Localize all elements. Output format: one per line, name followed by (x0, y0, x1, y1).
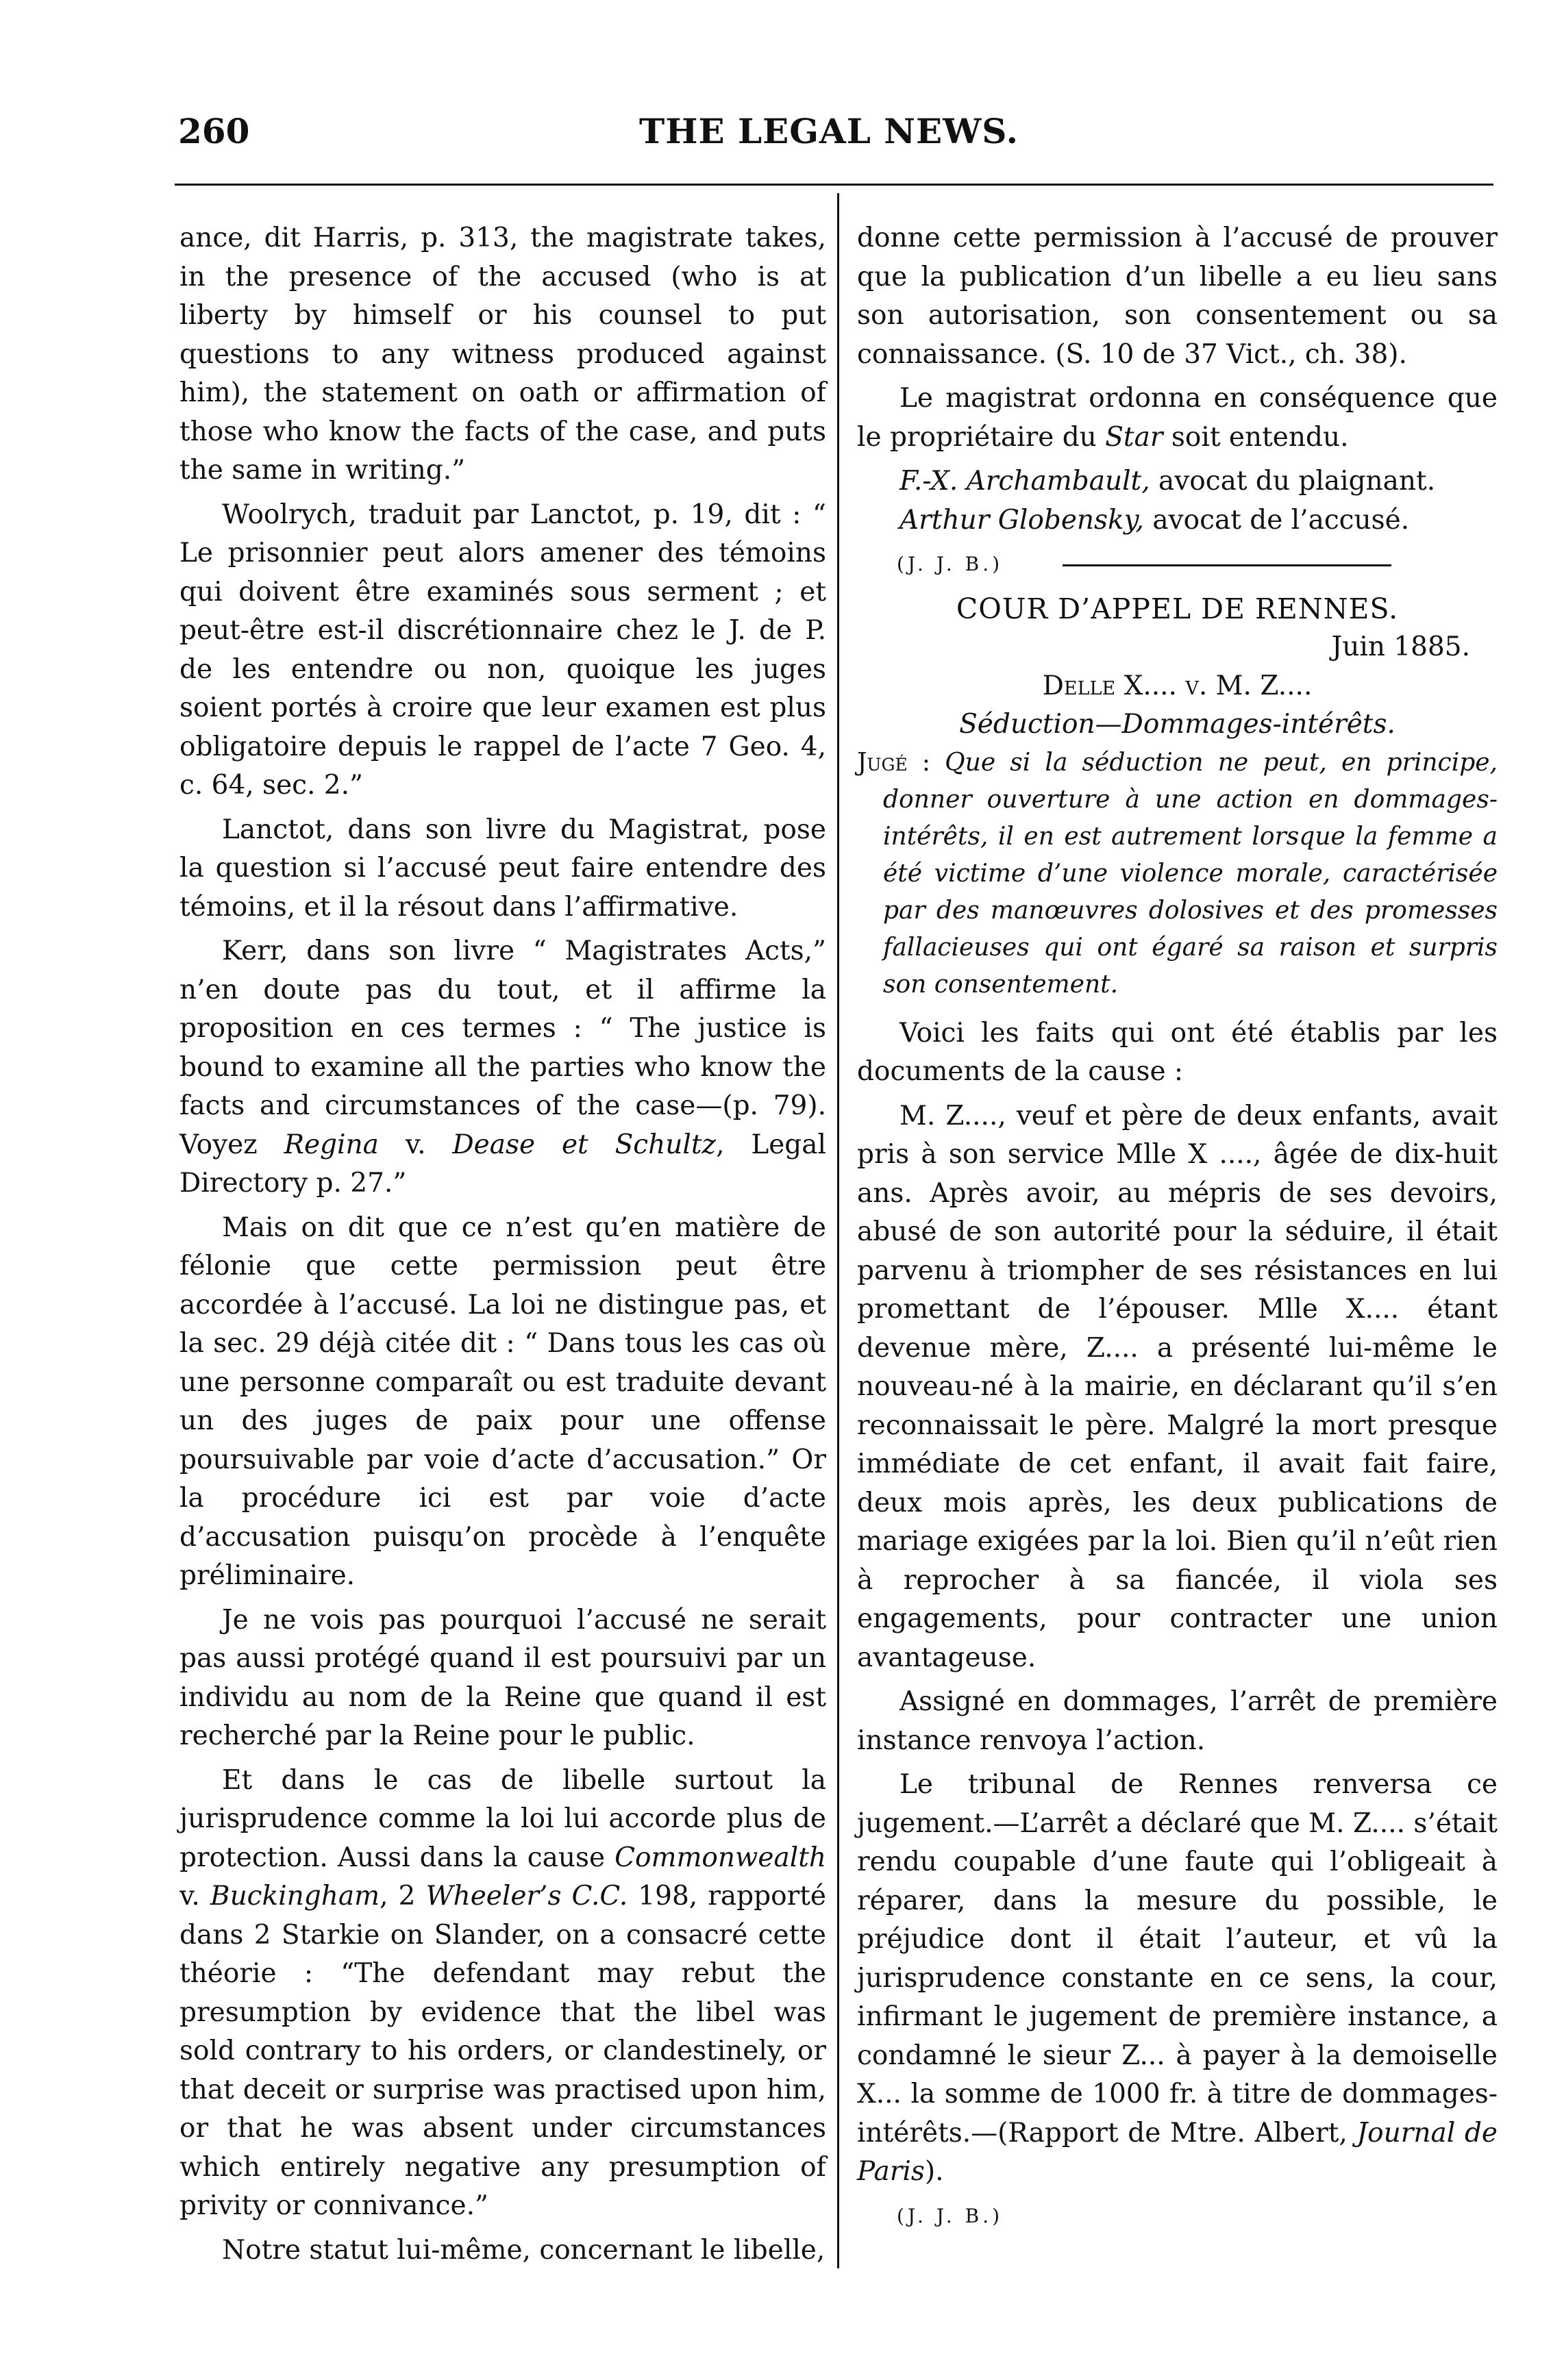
paragraph: Notre statut lui-même, concernant le libelle, (222, 2234, 826, 2266)
holding-label: Jugé : (857, 748, 930, 777)
newspaper-name: Star (1105, 421, 1163, 453)
text-run: , Legal Directory p. 27.” (179, 1129, 826, 1199)
paragraph: ance, dit Harris, p. 313, the magistrate takes, in the presence of the accused (who is at liberty by himself or his counsel to put questions to any witness produced against him), the statement on oath or affirmation of those who know the facts of the case, and puts the same in writing.” (179, 223, 826, 486)
running-title: THE LEGAL NEWS. (639, 111, 1019, 151)
court-heading: COUR D’APPEL DE RENNES. (956, 592, 1399, 625)
signature: (J. J. B.) (897, 2204, 1004, 2227)
paragraph: donne cette permission à l’accusé de prouver que la publication d’un libelle a eu lieu sans son autorisation, son consentement ou sa connaissance. (S. 10 de 37 Vict., ch. 38). (857, 223, 1498, 370)
citation: Wheeler’s C.C. (425, 1881, 628, 1912)
right-column (857, 219, 1498, 2241)
counsel-name: F.-X. Archambault, (899, 466, 1150, 497)
page-number: 260 (178, 111, 250, 151)
text-run: v. (179, 1881, 210, 1912)
paragraph: M. Z...., veuf et père de deux enfants, avait pris à son service Mlle X ...., âgée de dix-huit ans. Après avoir, au mépris de ses devoirs, abusé de son autorité pour la séduire, il était parvenu à triompher de ses résistances en lui promettant de l’épouser. Mlle X.... étant devenue mère, Z.... a présenté lui-même le nouveau-né à la mairie, en déclarant qu’il s’en reconnaissait le père. Malgré la mort presque immédiate de cet enfant, il avait fait faire, deux mois après, les deux publications de mariage exigées par la loi. Bien qu’il n’eût rien à reprocher à sa fiancée, il viola ses engagements, pour contracter une union avantageuse. (857, 1100, 1498, 1673)
counsel-name: Arthur Globensky, (899, 504, 1144, 536)
text-run: Le magistrat ordonna en conséquence que le propriétaire du (857, 383, 1498, 453)
text-run: ). (924, 2156, 944, 2187)
left-column (179, 219, 826, 2275)
text-run: Le tribunal de Rennes renversa ce jugement.—L’arrêt a déclaré que M. Z.... s’était rendu coupable d’une faute qui l’obligeait à réparer, dans la mesure du possible, le préjudice dont il était l’auteur, et vû la jurisprudence constante en ce sens, la cour, infirmant le jugement de première instance, a condamné le sieur Z... à payer à la demoiselle X... la somme de 1000 fr. à titre de dommages-intérêts.—(Rapport de Mtre. Albert, (857, 1769, 1498, 2149)
text-run: soit entendu. (1163, 421, 1349, 453)
paragraph (857, 379, 1498, 457)
page-header (171, 103, 1487, 158)
paragraph (179, 932, 826, 1203)
text-run: v. (378, 1129, 453, 1160)
parties: Delle X.... v. M. Z.... (1042, 670, 1313, 701)
paragraph: Lanctot, dans son livre du Magistrat, pose la question si l’accusé peut faire entendre des témoins, et il la résout dans l’affirmative. (179, 814, 826, 923)
signature-row (857, 545, 1498, 584)
paragraph: Je ne vois pas pourquoi l’accusé ne serait pas aussi protégé quand il est poursuivi par un individu au nom de la Reine que quand il est recherché par la Reine pour le public. (179, 1604, 826, 1751)
paragraph: Mais on dit que ce n’est qu’en matière de félonie que cette permission peut être accordée à l’accusé. La loi ne distingue pas, et la sec. 29 déjà citée dit : “ Dans tous les cas où une personne comparaît ou est traduite devant un des juges de paix pour une offense poursuivable par voie d’acte d’accusation.” Or la procédure ici est par voie d’acte d’accusation puisqu’on procède à l’enquête préliminaire. (179, 1212, 826, 1591)
header-rule (175, 184, 1493, 186)
counsel-role: avocat de l’accusé. (1143, 504, 1410, 536)
holding-text: Que si la séduction ne peut, en principe, donner ouverture à une action en dommages-intérêts, il en est autrement lorsque la femme a été victime d’une violence morale, caractérisée par des manœuvres dolosives et des promesses fallacieuses qui ont égaré sa raison et surpris son consentement. (883, 748, 1498, 999)
case-name: Commonwealth (615, 1842, 826, 1873)
paragraph: Assigné en dommages, l’arrêt de première instance renvoya l’action. (857, 1686, 1498, 1756)
counsel-role: avocat du plaignant. (1150, 466, 1436, 497)
counsel-line (857, 462, 1498, 501)
paragraph (857, 1766, 1498, 2192)
text-run: Kerr, dans son livre “ Magistrates Acts,” n’en doute pas du tout, et il affirme la proposition en ces termes : “ The justice is bound to examine all the parties who know the facts and circumstances of the case—(p. 79). Voyez (179, 936, 826, 1160)
journal-name: Journal de Paris (857, 2117, 1498, 2187)
subject-line: Séduction—Dommages-intérêts. (959, 709, 1395, 740)
signature: (J. J. B.) (897, 553, 1004, 575)
holding (857, 744, 1498, 1003)
paragraph: Woolrych, traduit par Lanctot, p. 19, dit : “ Le prisonnier peut alors amener des témoins qui doivent être examinés sous serment ; et peut-être est-il discrétionnaire chez le J. de P. de les entendre ou non, quoique les juges soient portés à croire que leur examen est plus obligatoire depuis le rappel de l’acte 7 Geo. 4, c. 64, sec. 2.” (179, 499, 826, 801)
text-run: 198, rapporté dans 2 Starkie on Slander, on a consacré cette théorie : “The defendant may rebut the presumption by evidence that the libel was sold contrary to his orders, or clandestinely, or that deceit or surprise was practised upon him, or that he was absent under circumstances which entirely negative any presumption of privity or connivance.” (179, 1881, 826, 2221)
case-name: Buckingham (210, 1881, 380, 1912)
column-divider (837, 193, 839, 2268)
text-run: Et dans le cas de libelle surtout la jurisprudence comme la loi lui accorde plus de protection. Aussi dans la cause (179, 1764, 826, 1873)
case-name: Dease et Schultz (452, 1129, 717, 1160)
text-run: , 2 (380, 1881, 426, 1912)
paragraph: Voici les faits qui ont été établis par les documents de la cause : (857, 1017, 1498, 1087)
paragraph (179, 1762, 826, 2226)
counsel-line (857, 501, 1498, 540)
case-name: Regina (284, 1129, 379, 1160)
section-rule (1063, 564, 1391, 566)
judgment-date: Juin 1885. (1331, 631, 1470, 662)
